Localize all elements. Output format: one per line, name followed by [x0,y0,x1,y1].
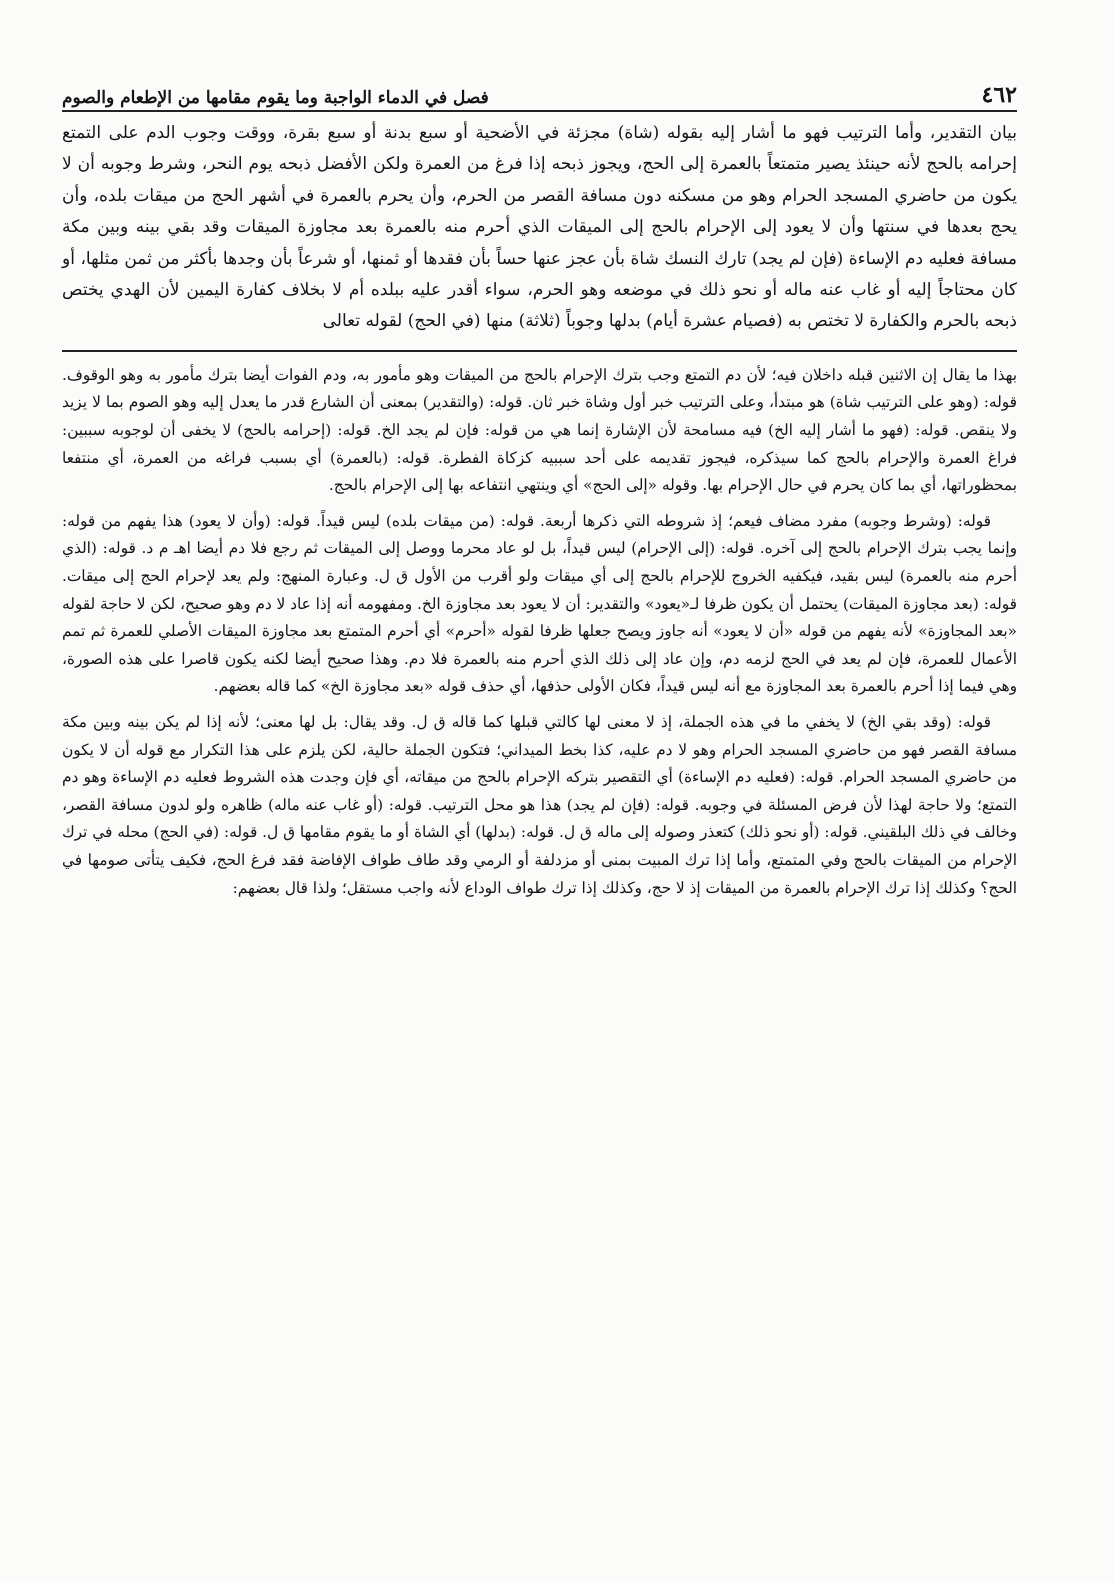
main-text: بيان التقدير، وأما الترتيب فهو ما أشار إليه بقوله (شاة) مجزئة في الأضحية أو سبع بدنة أو سبع بقرة، ووقت وجوب الدم على التمتع إحرامه بالحج لأنه حينئذ يصير متمتعاً بالعمرة إلى الحج، ويجوز ذبحه إذا فرغ من العمرة ولكن الأفضل ذبحه يوم النحر، وشرط وجوبه أن لا يكون من حاضري المسجد الحرام وهو من مسكنه دون مسافة القصر من الحرم، وأن يحرم بالعمرة في أشهر الحج من ميقات بلده، وأن يحج بعدها في سنتها وأن لا يعود إلى الإحرام بالحج إلى الميقات الذي أحرم منه بالعمرة بعد مجاوزة الميقات وقد بقي بينه وبين مكة مسافة فعليه دم الإساءة (فإن لم يجد) تارك النسك شاة بأن عجز عنها حساً بأن فقدها أو ثمنها، أو شرعاً بأن وجدها بأكثر من ثمن مثلها، أو كان محتاجاً إليه أو غاب عنه ماله أو نحو ذلك في موضعه وهو الحرم، سواء أقدر عليه ببلده أم لا بخلاف كفارة اليمين لأن الهدي يختص ذبحه بالحرم والكفارة لا تختص به (فصيام عشرة أيام) بدلها وجوباً (ثلاثة) منها (في الحج) لقوله تعالى [62,123,1017,332]
page-number: ٤٦٢ [981,82,1017,108]
running-header [62,78,1017,112]
book-page [62,78,1017,910]
chapter-title: فصل في الدماء الواجبة وما يقوم مقامها من الإطعام والصوم [62,88,489,108]
commentary [62,362,1017,902]
commentary-paragraph-2: قوله: (وشرط وجوبه) مفرد مضاف فيعم؛ إذ شروطه التي ذكرها أربعة. قوله: (من ميقات بلده) ليس قيداً. قوله: (وأن لا يعود) هذا يفهم من قوله: وإنما يجب بترك الإحرام بالحج إلى آخره. قوله: (إلى الإحرام) ليس قيداً، بل لو عاد محرما ووصل إلى الميقات ثم رجع فلا دم أيضا اهـ م د. قوله: (الذي أحرم منه بالعمرة) ليس بقيد، فيكفيه الخروج للإحرام بالحج إلى أي ميقات ولو أقرب من الأول ق ل. وعبارة المنهج: ولم يعد لإحرام الحج إلى ميقات. قوله: (بعد مجاوزة الميقات) يحتمل أن يكون ظرفا لـ«يعود» والتقدير: أن لا يعود بعد مجاوزة الخ. ومفهومه أنه إذا عاد لا دم وهو صحيح، لكن لا حاجة لقوله «بعد المجاوزة» لأنه يفهم من قوله «أن لا يعود» أنه جاوز ويصح جعلها ظرفا لقوله «أحرم» أي أحرم المتمتع بعد مجاوزة الميقات الأصلي للعمرة ثم تمم الأعمال للعمرة، فإن لم يعد في الحج لزمه دم، وإن عاد إلى ذلك الذي أحرم منه بالعمرة فلا دم. وهذا صحيح أيضا لكنه يكون قاصرا على هذه الصورة، وهي فيما إذا أحرم بالعمرة بعد المجاوزة مع أنه ليس قيداً، فكان الأولى حذفها، أي حذف قوله «بعد مجاوزة الخ» كما قاله بعضهم. [62,511,1017,696]
footnote-divider [62,350,1017,352]
commentary-paragraph-1: بهذا ما يقال إن الاثنين قبله داخلان فيه؛ لأن دم التمتع وجب بترك الإحرام بالحج من الميقات وهو مأمور به، ودم الفوات أيضا بترك مأمور به وهو الوقوف. قوله: (وهو على الترتيب شاة) هو مبتدأ، وعلى الترتيب خبر أول وشاة خبر ثان. قوله: (والتقدير) بمعنى أن الشارع قدر ما يعدل إليه وهو الصوم بما لا يزيد ولا ينقص. قوله: (فهو ما أشار إليه الخ) فيه مسامحة لأن الإشارة إنما هي من قوله: فإن لم يجد الخ. قوله: (إحرامه بالحج) لا يخفى أن لوجوبه سببين: فراغ العمرة والإحرام بالحج كما سيذكره، فيجوز تقديمه على أحد سببيه كزكاة الفطرة. قوله: (بالعمرة) أي بسبب فراغه من العمرة، أي منتفعا بمحظوراتها، أي بما كان يحرم في حال الإحرام بها. وقوله «إلى الحج» أي وينتهي انتفاعه بها إلى الإحرام بالحج. [62,365,1017,495]
commentary-paragraph-3: قوله: (وقد بقي الخ) لا يخفي ما في هذه الجملة، إذ لا معنى لها كالتي قبلها كما قاله ق ل. وقد يقال: بل لها معنى؛ لأنه إذا لم يكن بينه وبين مكة مسافة القصر فهو من حاضري المسجد الحرام وهو لا دم عليه، كذا بخط الميداني؛ فتكون الجملة حالية، لكن يلزم على هذا التكرار مع قوله أن لا يكون من حاضري المسجد الحرام. قوله: (فعليه دم الإساءة) أي التقصير بتركه الإحرام بالحج من ميقاته، أي فإن وجدت هذه الشروط فعليه دم الإساءة وهو دم التمتع؛ ولا حاجة لهذا لأن فرض المسئلة في وجوبه. قوله: (فإن لم يجد) هذا هو محل الترتيب. قوله: (أو غاب عنه ماله) ظاهره ولو لدون مسافة القصر، وخالف في ذلك البلقيني. قوله: (أو نحو ذلك) كتعذر وصوله إلى ماله ق ل. قوله: (بدلها) أي الشاة أو ما يقوم مقامها ق ل. قوله: (في الحج) محله في ترك الإحرام من الميقات بالحج وفي المتمتع، وأما إذا ترك المبيت بمنى أو مزدلفة أو الرمي وقد طاف طواف الإفاضة فقد فرغ الحج، فكيف يتأتى صومها في الحج؟ وكذلك إذا ترك الإحرام بالعمرة من الميقات إذ لا حج، وكذلك إذا ترك طواف الوداع لأنه واجب مستقل؛ ولذا قال بعضهم: [62,712,1017,897]
